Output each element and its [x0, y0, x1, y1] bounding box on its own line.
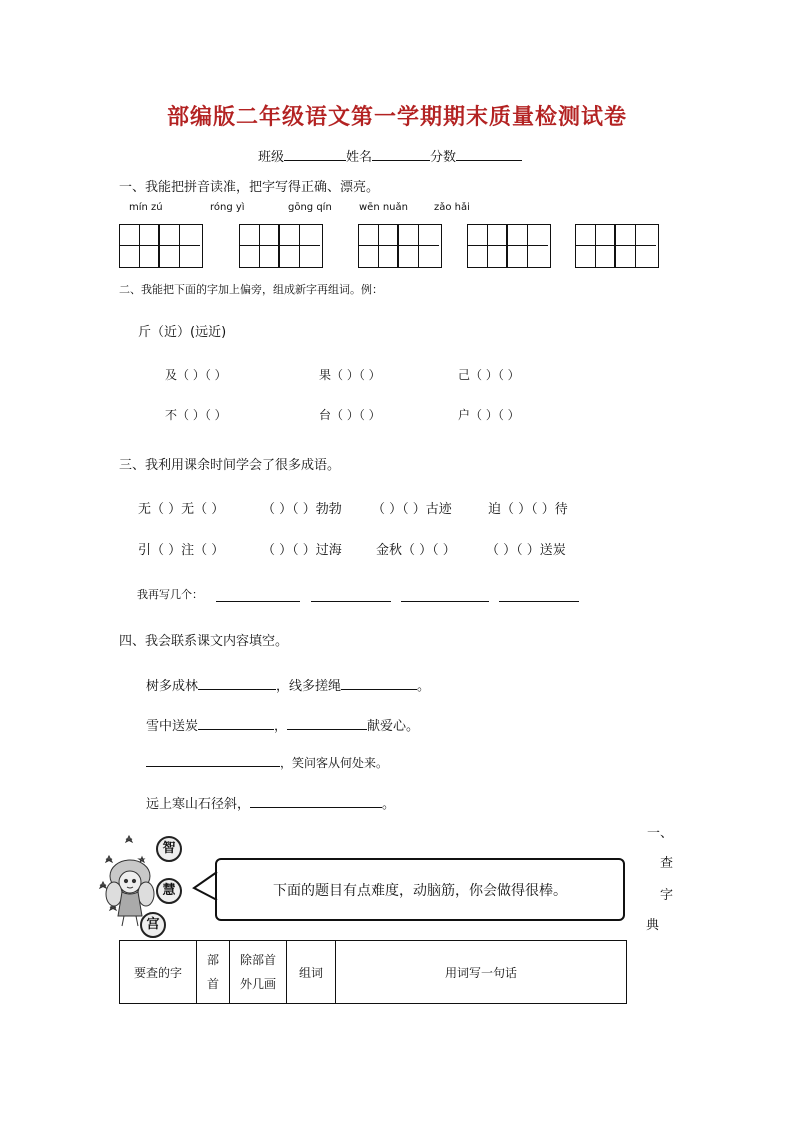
grid-cell[interactable]: [636, 225, 656, 246]
table-row: [120, 941, 627, 1004]
grid-cell[interactable]: [260, 225, 280, 246]
fill-blank[interactable]: [341, 677, 417, 690]
grid-cell[interactable]: [379, 246, 399, 267]
fill-blank[interactable]: [198, 717, 274, 730]
name-label: 姓名: [346, 150, 373, 165]
grid-cell[interactable]: [160, 225, 180, 246]
section1-heading: 一、我能把拼音读准，把字写得正确、漂亮。: [119, 180, 380, 195]
extra-idiom-blank-3[interactable]: [401, 589, 489, 602]
idiom-item[interactable]: （ ）（ ）送炭: [486, 543, 566, 558]
grid-cell[interactable]: [280, 225, 300, 246]
extra-idiom-blank-1[interactable]: [216, 589, 300, 602]
section3-heading: 三、我利用课余时间学会了很多成语。: [119, 458, 341, 473]
col-header-sentence: 用词写一句话: [336, 941, 627, 1004]
extra-idiom-blank-2[interactable]: [311, 589, 391, 602]
page-title: 部编版二年级语文第一学期期末质量检测试卷: [166, 105, 627, 130]
idiom-item[interactable]: （ ）（ ）勃勃: [262, 502, 342, 517]
side-heading-char: 字: [660, 888, 674, 903]
radical-item[interactable]: 户（ ）（ ）: [458, 408, 520, 422]
grid-cell[interactable]: [468, 246, 488, 267]
fill-line-1: 树多成林 ，线多搓绳 。: [146, 679, 431, 694]
fill-blank[interactable]: [146, 754, 280, 767]
idiom-item[interactable]: 迫（ ）（ ）待: [488, 502, 568, 517]
bubble-text: 下面的题目有点难度，动脑筋，你会做得很棒。: [273, 882, 567, 899]
class-blank[interactable]: [284, 148, 346, 161]
grid-cell[interactable]: [576, 246, 596, 267]
col-header-strokes: 除部首 外几画: [230, 941, 287, 1004]
mascot-illustration: [96, 832, 192, 936]
grid-cell[interactable]: [528, 225, 548, 246]
grid-cell[interactable]: [399, 225, 419, 246]
grid-cell[interactable]: [359, 246, 379, 267]
idiom-item[interactable]: 引（ ）注（ ）: [138, 543, 225, 558]
section2-example: 斤（近）(远近): [138, 325, 227, 340]
grid-cell[interactable]: [120, 246, 140, 267]
fill-line-4: 远上寒山石径斜， 。: [146, 797, 396, 812]
pinyin-4: wēn nuǎn: [359, 202, 408, 213]
score-label: 分数: [430, 150, 457, 165]
grid-cell[interactable]: [488, 246, 508, 267]
idiom-item[interactable]: 金秋（ ）（ ）: [376, 543, 456, 558]
grid-cell[interactable]: [596, 225, 616, 246]
grid-cell[interactable]: [240, 246, 260, 267]
grid-cell[interactable]: [419, 225, 439, 246]
grid-cell[interactable]: [140, 246, 160, 267]
section2-heading: 二、我能把下面的字加上偏旁，组成新字再组词。例：: [119, 283, 383, 296]
idiom-item[interactable]: （ ）（ ）古迹: [372, 502, 452, 517]
grid-cell[interactable]: [240, 225, 260, 246]
extra-idiom-blank-4[interactable]: [499, 589, 579, 602]
grid-cell[interactable]: [160, 246, 180, 267]
writing-grid-5[interactable]: [575, 224, 659, 268]
extra-idioms-label: 我再写几个：: [137, 588, 203, 601]
writing-grid-3[interactable]: [358, 224, 442, 268]
idiom-item[interactable]: （ ）（ ）过海: [262, 543, 342, 558]
radical-item[interactable]: 台（ ）（ ）: [319, 408, 381, 422]
class-label: 班级: [258, 150, 285, 165]
grid-cell[interactable]: [300, 225, 320, 246]
col-header-char: 要查的字: [120, 941, 197, 1004]
grid-cell[interactable]: [120, 225, 140, 246]
student-info: [258, 146, 522, 165]
score-blank[interactable]: [456, 148, 522, 161]
side-heading-number: 一、: [647, 826, 674, 841]
fill-blank[interactable]: [250, 795, 382, 808]
name-blank[interactable]: [372, 148, 430, 161]
grid-cell[interactable]: [359, 225, 379, 246]
pinyin-3: gōng qín: [288, 202, 332, 213]
section4-heading: 四、我会联系课文内容填空。: [119, 634, 289, 649]
fill-blank[interactable]: [287, 717, 367, 730]
grid-cell[interactable]: [280, 246, 300, 267]
grid-cell[interactable]: [528, 246, 548, 267]
fill-line-2: 雪中送炭 ， 献爱心。: [146, 719, 420, 734]
grid-cell[interactable]: [636, 246, 656, 267]
radical-item[interactable]: 及（ ）（ ）: [165, 368, 227, 382]
radical-item[interactable]: 己（ ）（ ）: [458, 368, 520, 382]
grid-cell[interactable]: [508, 225, 528, 246]
badge-palace: 宫: [140, 912, 166, 938]
side-heading-char: 典: [646, 918, 660, 933]
fill-blank[interactable]: [198, 677, 276, 690]
idiom-item[interactable]: 无（ ）无（ ）: [138, 502, 225, 517]
grid-cell[interactable]: [419, 246, 439, 267]
side-heading-char: 查: [660, 856, 674, 871]
grid-cell[interactable]: [468, 225, 488, 246]
grid-cell[interactable]: [140, 225, 160, 246]
pinyin-1: mín zú: [129, 202, 163, 213]
col-header-word: 组词: [287, 941, 336, 1004]
col-header-radical: 部 首: [197, 941, 230, 1004]
grid-cell[interactable]: [616, 225, 636, 246]
grid-cell[interactable]: [180, 246, 200, 267]
grid-cell[interactable]: [379, 225, 399, 246]
badge-intelligence: 慧: [156, 878, 182, 904]
dictionary-table: [119, 940, 627, 1004]
pinyin-2: róng yì: [210, 202, 245, 213]
writing-grid-4[interactable]: [467, 224, 551, 268]
radical-item[interactable]: 果（ ）（ ）: [319, 368, 381, 382]
grid-cell[interactable]: [596, 246, 616, 267]
pinyin-5: zǎo hǎi: [434, 202, 470, 213]
radical-item[interactable]: 不（ ）（ ）: [165, 408, 227, 422]
fill-line-3: ，笑问客从何处来。: [146, 754, 388, 771]
speech-bubble: [215, 858, 625, 921]
grid-cell[interactable]: [508, 246, 528, 267]
grid-cell[interactable]: [616, 246, 636, 267]
grid-cell[interactable]: [260, 246, 280, 267]
grid-cell[interactable]: [488, 225, 508, 246]
grid-cell[interactable]: [399, 246, 419, 267]
grid-cell[interactable]: [576, 225, 596, 246]
writing-grid-1[interactable]: [119, 224, 203, 268]
badge-wisdom: 智: [156, 836, 182, 862]
grid-cell[interactable]: [300, 246, 320, 267]
writing-grid-2[interactable]: [239, 224, 323, 268]
grid-cell[interactable]: [180, 225, 200, 246]
